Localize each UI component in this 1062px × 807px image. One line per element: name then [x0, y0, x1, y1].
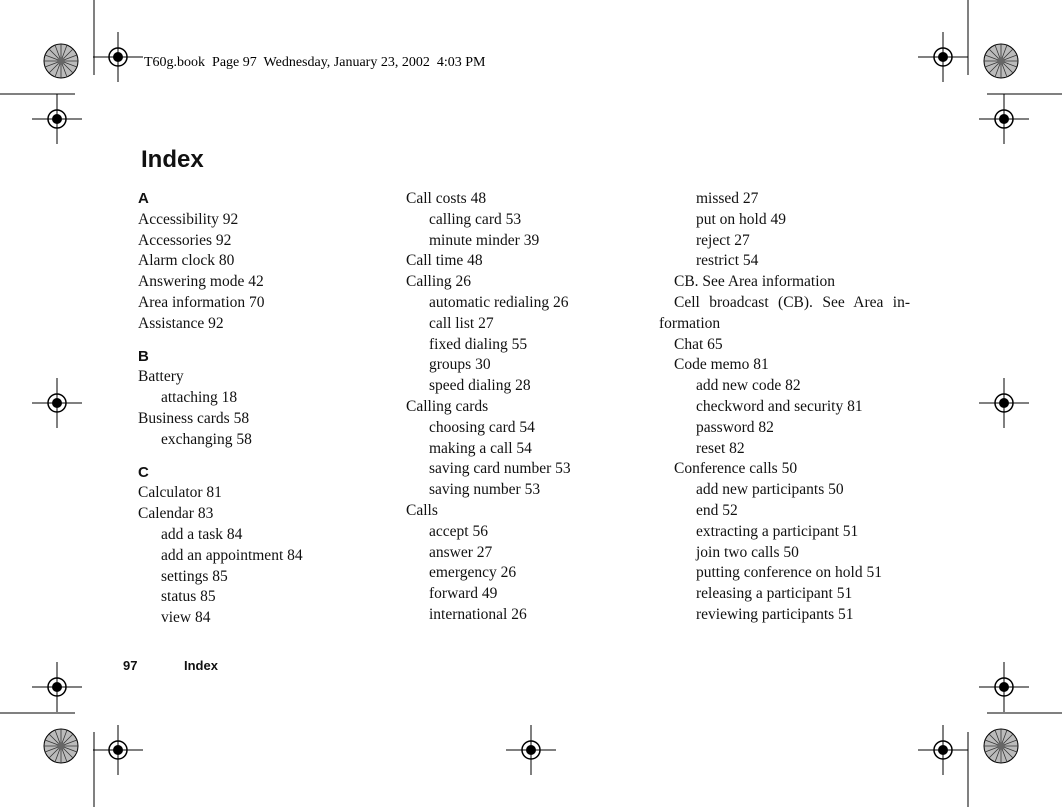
index-subentry: minute minder 39 [429, 231, 540, 249]
footer-section-title: Index [184, 658, 218, 673]
index-subentry: reject 27 [696, 231, 750, 249]
index-entry: Chat 65 [674, 335, 723, 353]
index-entry: Accessibility 92 [138, 210, 239, 228]
index-column-1 [138, 189, 390, 629]
index-letter-heading: A [138, 190, 149, 207]
index-entry: Business cards 58 [138, 409, 250, 427]
index-subentry: international 26 [429, 605, 527, 623]
page-number: 97 [123, 658, 138, 673]
index-entry-wrapped [659, 293, 911, 335]
index-subentry: saving card number 53 [429, 460, 571, 478]
index-subentry: reset 82 [696, 439, 745, 457]
print-header: T60g.book Page 97 Wednesday, January 23, 2002 4:03 PM [144, 55, 486, 70]
index-subentry: releasing a participant 51 [696, 585, 853, 603]
index-entry: Assistance 92 [138, 314, 224, 332]
index-subentry: reviewing participants 51 [696, 605, 854, 623]
index-subentry: groups 30 [429, 356, 491, 374]
index-subentry: emergency 26 [429, 564, 517, 582]
index-entry: Answering mode 42 [138, 273, 264, 291]
index-entry: Accessories 92 [138, 231, 232, 249]
index-subentry: putting conference on hold 51 [696, 564, 882, 582]
index-subentry: choosing card 54 [429, 418, 535, 436]
index-subentry: forward 49 [429, 585, 498, 603]
index-subentry: settings 85 [161, 567, 228, 585]
index-entry: Call time 48 [406, 252, 483, 270]
index-subentry: answer 27 [429, 543, 493, 561]
index-subentry: join two calls 50 [696, 543, 799, 561]
index-entry: Calculator 81 [138, 484, 222, 502]
index-entry: Alarm clock 80 [138, 252, 235, 270]
index-entry: Calls [406, 501, 438, 519]
index-subentry: end 52 [696, 501, 738, 519]
index-entry: CB. See Area information [674, 273, 835, 291]
wrapped-line-1: Cell broadcast (CB). See Area in- [674, 293, 910, 311]
index-subentry: add new code 82 [696, 377, 801, 395]
index-subentry: password 82 [696, 418, 774, 436]
page-title: Index [141, 146, 204, 173]
index-subentry: restrict 54 [696, 252, 759, 270]
index-subentry: making a call 54 [429, 439, 532, 457]
index-subentry: status 85 [161, 588, 216, 606]
index-subentry: call list 27 [429, 314, 494, 332]
index-subentry: put on hold 49 [696, 210, 786, 228]
wrapped-line-2: formation [659, 314, 721, 332]
index-subentry: fixed dialing 55 [429, 335, 528, 353]
index-subentry: attaching 18 [161, 389, 238, 407]
index-entry: Conference calls 50 [674, 460, 798, 478]
index-entry: Calendar 83 [138, 505, 214, 523]
index-subentry: extracting a participant 51 [696, 522, 859, 540]
index-entry: Battery [138, 368, 184, 386]
index-subentry: missed 27 [696, 190, 759, 207]
index-entry: Call costs 48 [406, 190, 487, 207]
index-letter-heading: C [138, 463, 149, 481]
index-subentry: checkword and security 81 [696, 397, 863, 415]
index-subentry: view 84 [161, 609, 211, 627]
index-entry: Code memo 81 [674, 356, 769, 374]
index-entry: Calling cards [406, 397, 489, 415]
index-subentry: accept 56 [429, 522, 488, 540]
index-entry: Area information 70 [138, 293, 265, 311]
index-entry: Calling 26 [406, 273, 472, 291]
index-subentry: saving number 53 [429, 481, 541, 499]
index-subentry: automatic redialing 26 [429, 293, 569, 311]
index-column-3 [659, 189, 911, 626]
index-column-2 [406, 189, 658, 626]
index-subentry: add new participants 50 [696, 481, 844, 499]
index-subentry: speed dialing 28 [429, 377, 531, 395]
index-subentry: add a task 84 [161, 525, 243, 543]
index-subentry: exchanging 58 [161, 430, 252, 448]
index-letter-heading: B [138, 347, 149, 365]
index-subentry: add an appointment 84 [161, 546, 303, 564]
index-subentry: calling card 53 [429, 210, 522, 228]
